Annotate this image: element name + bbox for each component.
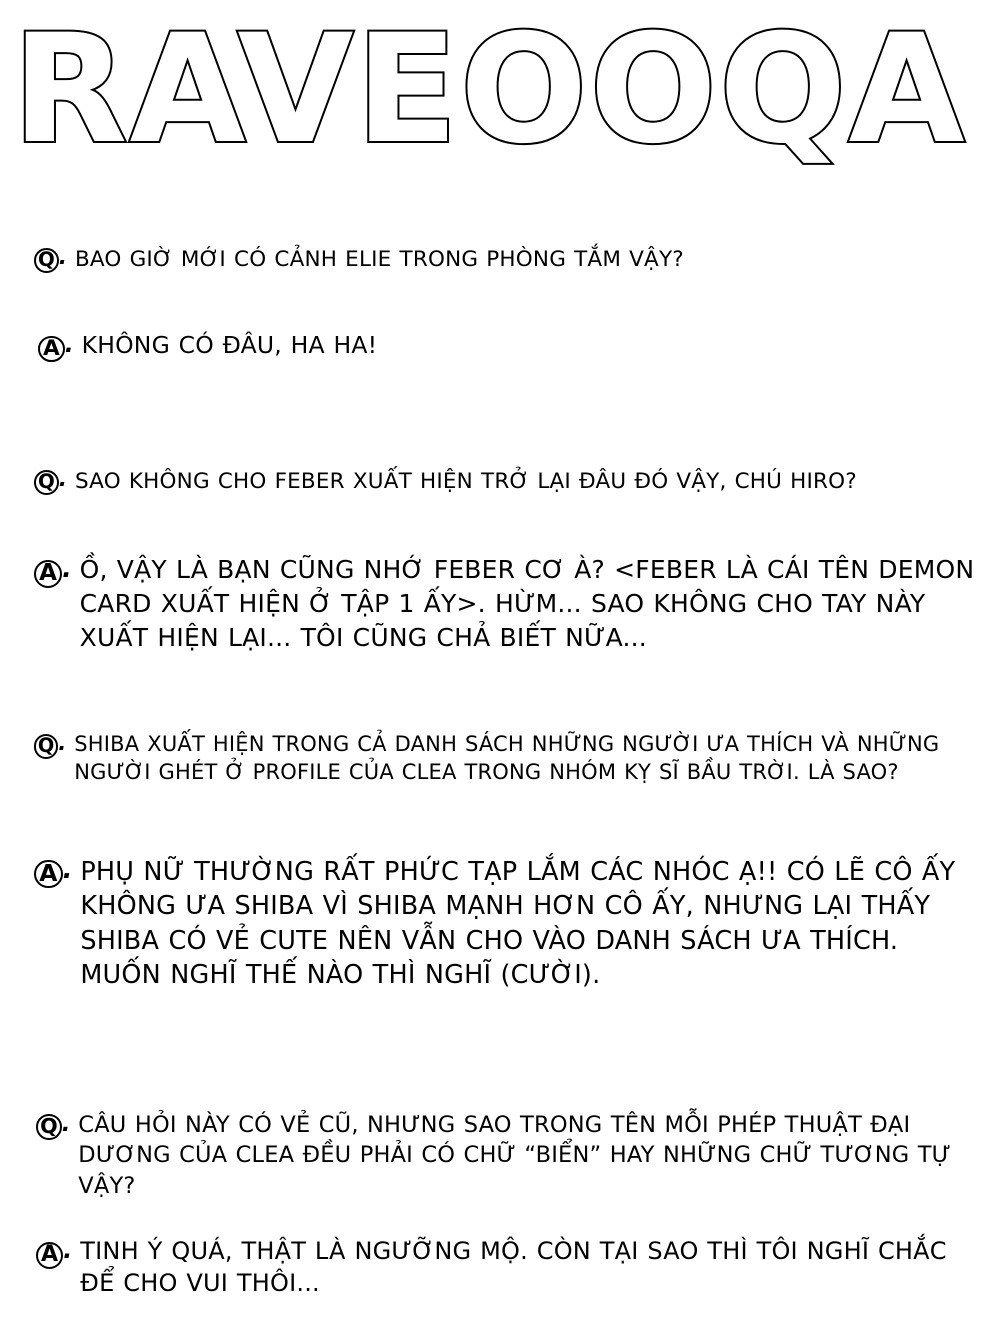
qa-marker-letter: Q bbox=[34, 734, 58, 758]
qa-text: PHỤ NỮ THƯỜNG RẤT PHỨC TẠP LẮM CÁC NHÓC Ạ!! CÓ LẼ CÔ ẤY KHÔNG ƯA SHIBA VÌ SHIBA MẠNH HƠN CÔ ẤY, NHƯNG LẠI THẤY SHIBA CÓ VẺ CUTE NÊN VẪN CHO VÀO DANH SÁCH ƯA THÍCH. MUỐN NGHĨ THẾ NÀO THÌ NGHĨ (CƯỜI). bbox=[80, 857, 956, 991]
qa-marker: A . bbox=[34, 855, 72, 888]
page-title-artwork bbox=[0, 6, 999, 176]
qa-entry bbox=[36, 1110, 984, 1201]
qa-entry bbox=[34, 467, 974, 496]
page-title-block bbox=[0, 6, 999, 176]
qa-text: BAO GIỜ MỚI CÓ CẢNH ELIE TRONG PHÒNG TẮM VẬY? bbox=[74, 247, 684, 272]
qa-marker-letter: A bbox=[34, 560, 62, 588]
qa-marker-letter: Q bbox=[34, 248, 59, 273]
qa-marker: Q . bbox=[34, 730, 66, 759]
page-title: RAVEOOQA bbox=[12, 6, 967, 176]
qa-entry bbox=[34, 730, 982, 787]
qa-marker: Q . bbox=[36, 1110, 70, 1140]
qa-entry bbox=[38, 330, 968, 362]
qa-marker: A . bbox=[34, 553, 72, 588]
qa-marker: Q . bbox=[34, 467, 67, 495]
qa-text: KHÔNG CÓ ĐÂU, HA HA! bbox=[81, 331, 378, 359]
qa-marker-letter: Q bbox=[34, 470, 59, 495]
qa-text: CÂU HỎI NÀY CÓ VẺ CŨ, NHƯNG SAO TRONG TÊN MỖI PHÉP THUẬT ĐẠI DƯƠNG CỦA CLEA ĐỀU PHẢI CÓ CHỮ “BIỂN” HAY NHỮNG CHỮ TƯƠNG TỰ VẬY? bbox=[78, 1112, 952, 1199]
qa-text: TINH Ý QUÁ, THẬT LÀ NGƯỠNG MỘ. CÒN TẠI SAO THÌ TÔI NGHĨ CHẮC ĐỂ CHO VUI THÔI... bbox=[80, 1237, 947, 1298]
qa-marker-letter: A bbox=[36, 1242, 63, 1269]
qa-text: Ồ, VẬY LÀ BẠN CŨNG NHỚ FEBER CƠ À? <FEBER LÀ CÁI TÊN DEMON CARD XUẤT HIỆN Ở TẬP 1 ẤY>. HỪM... SAO KHÔNG CHO TAY NÀY XUẤT HIỆN LẠI... TÔI CŨNG CHẢ BIẾT NỮA... bbox=[79, 555, 975, 652]
qa-entry bbox=[34, 245, 964, 274]
qa-marker-letter: A bbox=[34, 860, 63, 889]
qa-entry bbox=[36, 1235, 984, 1300]
qa-marker-letter: Q bbox=[36, 1114, 62, 1140]
qa-marker: Q . bbox=[34, 245, 67, 273]
qa-entry bbox=[34, 553, 979, 654]
qa-entry bbox=[34, 855, 979, 993]
qa-text: SAO KHÔNG CHO FEBER XUẤT HIỆN TRỞ LẠI ĐÂU ĐÓ VẬY, CHÚ HIRO? bbox=[74, 469, 857, 494]
qa-marker: A . bbox=[38, 330, 74, 362]
qa-text: SHIBA XUẤT HIỆN TRONG CẢ DANH SÁCH NHỮNG NGƯỜI ƯA THÍCH VÀ NHỮNG NGƯỜI GHÉT Ở PROFILE CỦA CLEA TRONG NHÓM KỴ SĨ BẦU TRỜI. LÀ SAO? bbox=[74, 732, 940, 785]
qa-marker-letter: A bbox=[38, 336, 65, 363]
qa-marker: A . bbox=[36, 1235, 72, 1269]
